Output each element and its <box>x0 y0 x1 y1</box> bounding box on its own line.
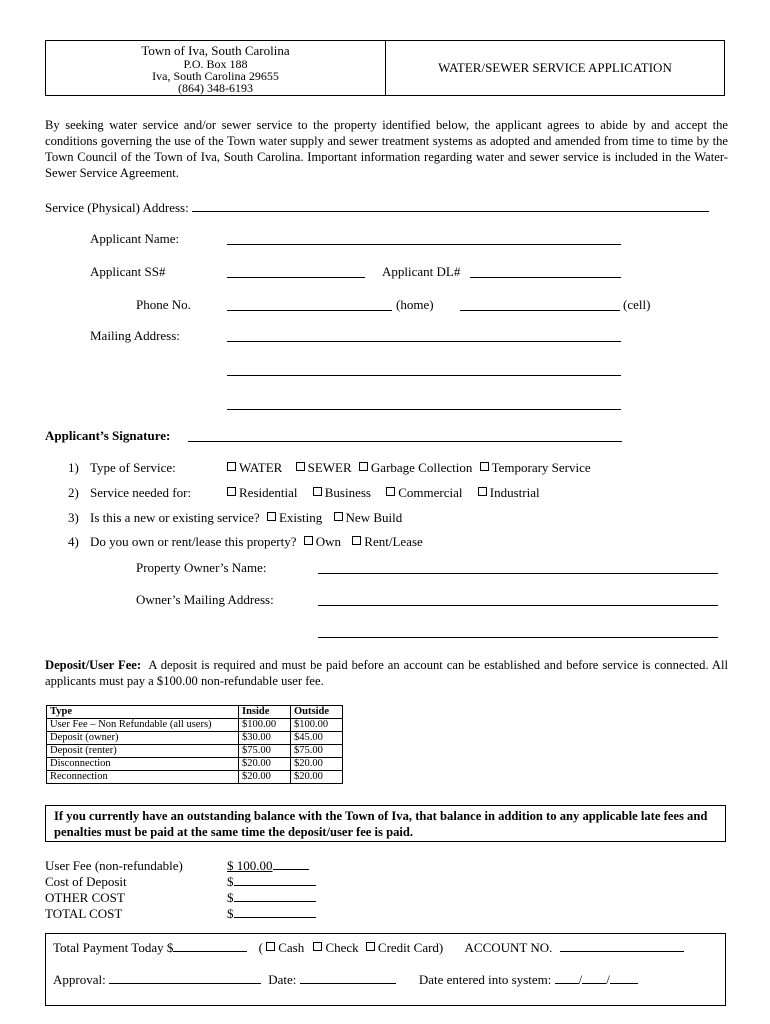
q3-label: Is this a new or existing service? <box>90 510 260 525</box>
commercial-checkbox-box[interactable] <box>386 487 395 496</box>
user-fee-value <box>227 858 309 874</box>
owner-address-label: Owner’s Mailing Address: <box>136 592 274 607</box>
row-outside: $20.00 <box>291 758 343 771</box>
date-field[interactable] <box>300 972 396 984</box>
new-build-checkbox[interactable] <box>334 510 403 525</box>
header-type: Type <box>47 706 239 719</box>
water-checkbox[interactable] <box>227 460 282 475</box>
q1-number: 1) <box>68 460 79 475</box>
form-title <box>386 41 724 95</box>
owner-address-line-1[interactable] <box>318 594 718 606</box>
row-type: Reconnection <box>47 771 239 784</box>
date-entered-month[interactable] <box>555 972 579 984</box>
deposit-paragraph <box>45 657 728 689</box>
total-payment-label: Total Payment Today $ <box>53 940 174 955</box>
business-checkbox[interactable] <box>313 485 371 500</box>
own-option-label: Own <box>315 534 342 549</box>
total-payment-field[interactable] <box>173 940 247 952</box>
row-inside: $30.00 <box>239 732 291 745</box>
date-slash-2: / <box>606 972 610 987</box>
row-outside: $45.00 <box>291 732 343 745</box>
q1-options <box>227 460 591 476</box>
mailing-address-line-2[interactable] <box>227 364 621 376</box>
row-type: Disconnection <box>47 758 239 771</box>
phone-cell-label: (cell) <box>623 297 651 312</box>
rent-lease-option-label: Rent/Lease <box>364 534 423 549</box>
deposit-cost-row <box>227 874 316 890</box>
header-box <box>45 40 725 96</box>
row-inside: $75.00 <box>239 745 291 758</box>
account-no-field[interactable] <box>560 940 684 952</box>
business-option-label: Business <box>324 485 371 500</box>
header-inside: Inside <box>239 706 291 719</box>
total-cost-label: TOTAL COST <box>45 906 123 921</box>
own-checkbox-box[interactable] <box>304 536 313 545</box>
table-row <box>47 758 343 771</box>
q2-options <box>227 485 540 501</box>
cash-option-label: Cash <box>278 940 305 955</box>
applicant-dl-field[interactable] <box>470 266 621 278</box>
applicant-dl-label: Applicant DL# <box>382 264 461 279</box>
commercial-checkbox[interactable] <box>386 485 462 500</box>
existing-option-label: Existing <box>278 510 323 525</box>
other-cost-label: OTHER COST <box>45 890 125 905</box>
applicant-ss-field[interactable] <box>227 266 365 278</box>
row-outside: $20.00 <box>291 771 343 784</box>
applicant-name-label: Applicant Name: <box>90 231 180 246</box>
town-name: Town of Iva, South Carolina <box>141 43 290 58</box>
mailing-address-line-1[interactable] <box>227 330 621 342</box>
garbage-checkbox-box[interactable] <box>359 462 368 471</box>
check-checkbox[interactable] <box>313 940 358 955</box>
business-checkbox-box[interactable] <box>313 487 322 496</box>
deposit-cost-label: Cost of Deposit <box>45 874 127 889</box>
credit-card-checkbox[interactable] <box>366 940 439 955</box>
owner-name-label: Property Owner’s Name: <box>136 560 267 575</box>
phone-home-label: (home) <box>396 297 434 312</box>
user-fee-underline <box>273 858 309 870</box>
date-slash-1: / <box>578 972 583 987</box>
deposit-text: A deposit is required and must be paid before an account can be established and before service is connected. All applicants must pay a $100.00 non-refundable user fee. <box>45 658 728 688</box>
mailing-address-line-3[interactable] <box>227 398 621 410</box>
q1-label: Type of Service: <box>90 460 176 475</box>
total-cost-row <box>227 906 316 922</box>
sewer-checkbox[interactable] <box>296 460 352 475</box>
q3-row <box>90 510 402 526</box>
cash-checkbox-box[interactable] <box>266 942 275 951</box>
payment-row <box>53 940 684 956</box>
water-checkbox-box[interactable] <box>227 462 236 471</box>
residential-checkbox[interactable] <box>227 485 298 500</box>
deposit-heading: Deposit/User Fee: <box>45 658 142 672</box>
date-entered-label: Date entered into system: <box>418 972 552 987</box>
q2-label: Service needed for: <box>90 485 192 500</box>
service-address-label: Service (Physical) Address: <box>45 200 189 215</box>
form-title-text: WATER/SEWER SERVICE APPLICATION <box>438 60 672 75</box>
residential-checkbox-box[interactable] <box>227 487 236 496</box>
phone-home-field[interactable] <box>227 299 392 311</box>
temporary-checkbox[interactable] <box>480 460 591 475</box>
date-label: Date: <box>268 972 297 987</box>
q3-number: 3) <box>68 510 79 525</box>
residential-option-label: Residential <box>239 485 298 500</box>
commercial-option-label: Commercial <box>398 485 463 500</box>
own-checkbox[interactable] <box>304 534 341 549</box>
existing-checkbox[interactable] <box>267 510 322 525</box>
garbage-option-label: Garbage Collection <box>370 460 473 475</box>
check-checkbox-box[interactable] <box>313 942 322 951</box>
deposit-dollar: $ <box>227 874 234 889</box>
open-paren: ( <box>258 940 263 955</box>
row-inside: $20.00 <box>239 771 291 784</box>
other-dollar: $ <box>227 890 234 905</box>
water-option-label: WATER <box>239 460 283 475</box>
row-type: User Fee – Non Refundable (all users) <box>47 719 239 732</box>
row-type: Deposit (renter) <box>47 745 239 758</box>
user-fee-label: User Fee (non-refundable) <box>45 858 183 873</box>
town-address-block <box>46 41 386 95</box>
row-type: Deposit (owner) <box>47 732 239 745</box>
total-cost-field[interactable] <box>234 906 316 918</box>
row-outside: $100.00 <box>291 719 343 732</box>
service-address-field[interactable] <box>192 200 709 212</box>
approval-label: Approval: <box>53 972 106 987</box>
outstanding-balance-notice: If you currently have an outstanding balance with the Town of Iva, that balance in addition to any applicable late fees and penalties must be paid at the same time the deposit/user fee is paid. <box>45 805 726 842</box>
row-outside: $75.00 <box>291 745 343 758</box>
garbage-checkbox[interactable] <box>359 460 472 475</box>
q4-number: 4) <box>68 534 79 549</box>
q2-number: 2) <box>68 485 79 500</box>
approval-row <box>53 972 638 988</box>
table-row <box>47 771 343 784</box>
deposit-cost-field[interactable] <box>234 874 316 886</box>
date-entered-year[interactable] <box>610 972 638 984</box>
header-outside: Outside <box>291 706 343 719</box>
fee-table <box>46 705 343 784</box>
temporary-option-label: Temporary Service <box>491 460 591 475</box>
owner-name-field[interactable] <box>318 562 718 574</box>
phone-cell-field[interactable] <box>460 299 620 311</box>
table-row <box>47 745 343 758</box>
table-header-row <box>47 706 343 719</box>
new-build-checkbox-box[interactable] <box>334 512 343 521</box>
applicant-ss-label: Applicant SS# <box>90 264 166 279</box>
row-inside: $100.00 <box>239 719 291 732</box>
user-fee-amount: $ 100.00 <box>227 858 273 873</box>
industrial-checkbox[interactable] <box>478 485 540 500</box>
account-no-label: ACCOUNT NO. <box>464 940 553 955</box>
row-inside: $20.00 <box>239 758 291 771</box>
approval-field[interactable] <box>109 972 261 984</box>
phone-label: Phone No. <box>136 297 191 312</box>
q4-row <box>90 534 423 550</box>
sewer-option-label: SEWER <box>307 460 352 475</box>
sewer-checkbox-box[interactable] <box>296 462 305 471</box>
new-build-option-label: New Build <box>345 510 403 525</box>
existing-checkbox-box[interactable] <box>267 512 276 521</box>
credit-card-option-label: Credit Card <box>377 940 439 955</box>
owner-address-line-2[interactable] <box>318 626 718 638</box>
other-cost-row <box>227 890 316 906</box>
check-option-label: Check <box>325 940 359 955</box>
service-address-row <box>45 200 709 216</box>
signature-field[interactable] <box>188 430 622 442</box>
date-entered-day[interactable] <box>582 972 606 984</box>
applicant-name-field[interactable] <box>227 233 621 245</box>
signature-label: Applicant’s Signature: <box>45 428 171 443</box>
rent-lease-checkbox-box[interactable] <box>352 536 361 545</box>
other-cost-field[interactable] <box>234 890 316 902</box>
rent-lease-checkbox[interactable] <box>352 534 422 549</box>
town-phone: (864) 348-6193 <box>178 81 253 95</box>
close-paren: ) <box>438 940 444 955</box>
po-box: P.O. Box 188 <box>183 57 248 71</box>
temporary-checkbox-box[interactable] <box>480 462 489 471</box>
table-row <box>47 732 343 745</box>
total-dollar: $ <box>227 906 234 921</box>
cash-checkbox[interactable] <box>266 940 304 955</box>
q4-label: Do you own or rent/lease this property? <box>90 534 297 549</box>
table-row <box>47 719 343 732</box>
industrial-option-label: Industrial <box>489 485 540 500</box>
industrial-checkbox-box[interactable] <box>478 487 487 496</box>
intro-paragraph: By seeking water service and/or sewer service to the property identified below, the applicant agrees to abide by and accept the conditions governing the use of the Town water supply and sewer treatment systems as adopted and amended from time to time by the Town Council of the Town of Iva, South Carolina. Important information regarding water and sewer service is included in the Water-Sewer Service Agreement. <box>45 118 728 180</box>
town-city: Iva, South Carolina 29655 <box>152 69 279 83</box>
credit-card-checkbox-box[interactable] <box>366 942 375 951</box>
mailing-address-label: Mailing Address: <box>90 328 180 343</box>
